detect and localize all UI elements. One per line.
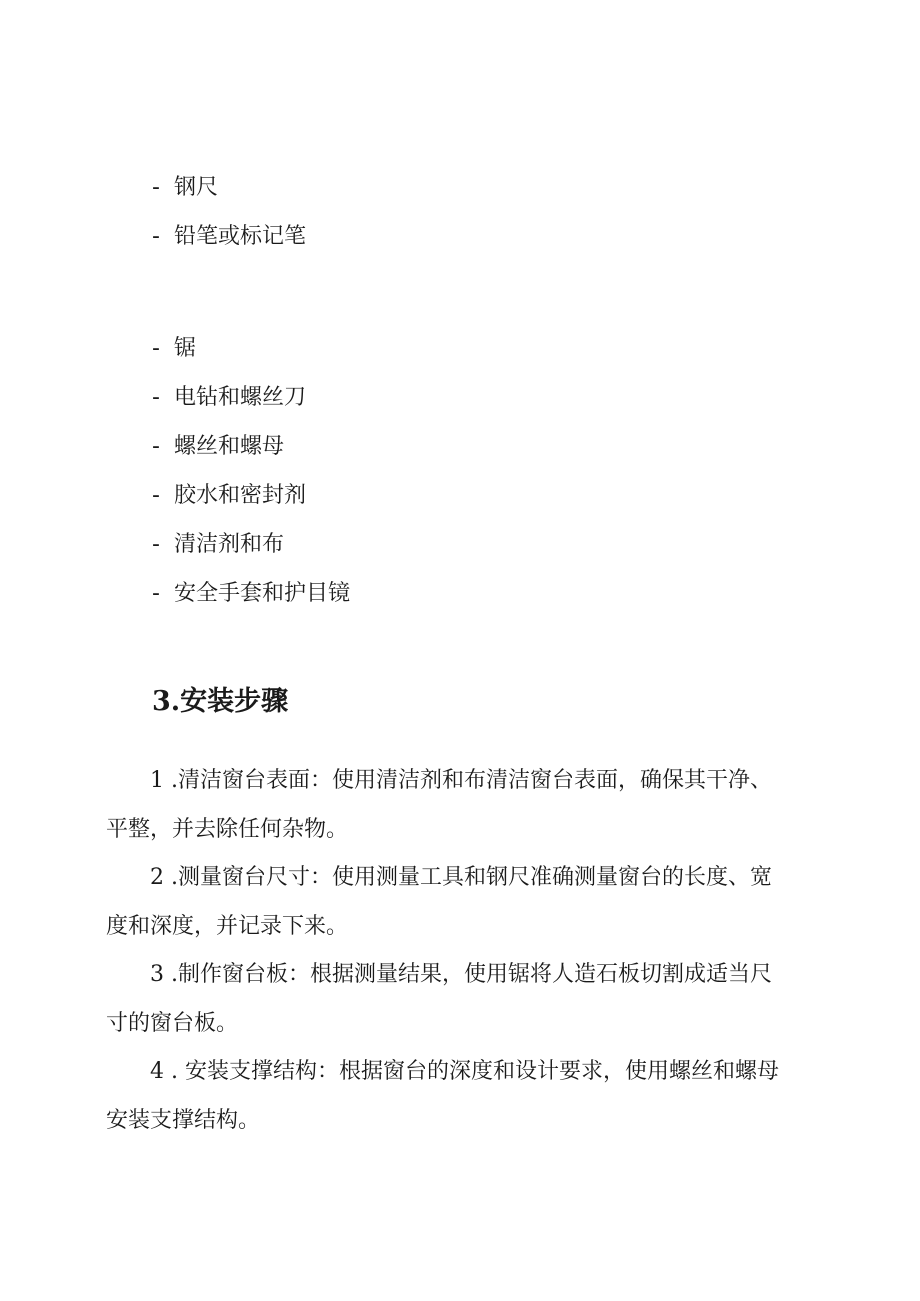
list-dash: - bbox=[152, 483, 160, 508]
list-item bbox=[152, 471, 350, 520]
step-paragraph bbox=[106, 854, 818, 951]
list-dash: - bbox=[152, 224, 160, 249]
step-line: 1 .清洁窗台表面：使用清洁剂和布清洁窗台表面，确保其干净、 bbox=[150, 768, 772, 793]
step-line: 平整，并去除任何杂物。 bbox=[106, 816, 349, 842]
step-line: 寸的窗台板。 bbox=[106, 1010, 239, 1036]
list-item-text: 安全手套和护目镜 bbox=[174, 581, 351, 606]
list-dash: - bbox=[152, 175, 160, 200]
list-item bbox=[152, 520, 350, 569]
step-line: 2 .测量窗台尺寸：使用测量工具和钢尺准确测量窗台的长度、宽 bbox=[150, 865, 772, 890]
list-item-text: 清洁剂和布 bbox=[174, 532, 285, 557]
list-item-text: 螺丝和螺母 bbox=[174, 434, 285, 459]
step-paragraph bbox=[106, 757, 818, 854]
list-dash: - bbox=[152, 336, 160, 361]
list-item-text: 胶水和密封剂 bbox=[174, 483, 307, 508]
list-dash: - bbox=[152, 385, 160, 410]
tools-list-installation bbox=[152, 324, 350, 618]
tools-list-measuring bbox=[152, 163, 306, 261]
step-line: 3 .制作窗台板：根据测量结果，使用锯将人造石板切割成适当尺 bbox=[150, 962, 772, 987]
list-item-text: 锯 bbox=[174, 336, 197, 361]
step-paragraph bbox=[106, 951, 818, 1048]
list-item-text: 铅笔或标记笔 bbox=[174, 224, 307, 249]
section-heading: 3.安装步骤 bbox=[152, 686, 289, 717]
step-line: 安装支撑结构。 bbox=[106, 1107, 261, 1133]
step-line: 4 . 安装支撑结构：根据窗台的深度和设计要求，使用螺丝和螺母 bbox=[150, 1059, 779, 1084]
list-dash: - bbox=[152, 434, 160, 459]
list-item bbox=[152, 163, 306, 212]
list-item-text: 电钻和螺丝刀 bbox=[174, 385, 307, 410]
list-dash: - bbox=[152, 532, 160, 557]
installation-steps bbox=[106, 757, 818, 1145]
list-item bbox=[152, 212, 306, 261]
list-item bbox=[152, 569, 350, 618]
list-item-text: 钢尺 bbox=[174, 175, 219, 200]
list-item bbox=[152, 422, 350, 471]
list-item bbox=[152, 373, 350, 422]
list-dash: - bbox=[152, 581, 160, 606]
step-line: 度和深度，并记录下来。 bbox=[106, 913, 349, 939]
list-item bbox=[152, 324, 350, 373]
step-paragraph bbox=[106, 1048, 818, 1145]
